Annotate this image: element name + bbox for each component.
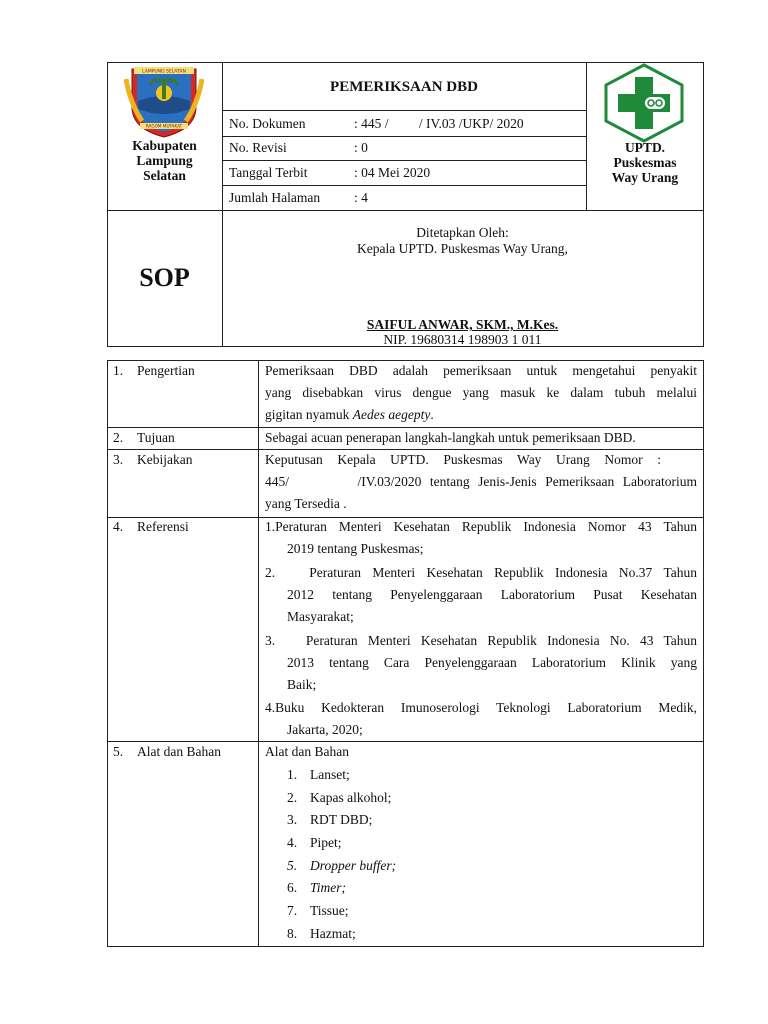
reference-3-line-3: Baik; bbox=[287, 677, 317, 692]
signatory-nip: NIP. 19680314 198903 1 011 bbox=[383, 332, 542, 347]
section-3-line-3: yang Tersedia . bbox=[265, 496, 347, 511]
reference-2-line-2: 2012 tentang Penyelenggaraan Laboratorium Pusat Kesehatan bbox=[287, 587, 697, 602]
list-item-number: 3. bbox=[287, 812, 298, 827]
list-item: Hazmat; bbox=[310, 926, 356, 941]
kabupaten-lampung-selatan-logo bbox=[124, 63, 204, 139]
page-count-label: Jumlah Halaman bbox=[229, 190, 321, 205]
logo-bottom-text: RAGOM MUFAKAT bbox=[145, 123, 183, 129]
reference-1-line-2: 2019 tentang Puskesmas; bbox=[287, 541, 424, 556]
section-1-number: 1. bbox=[113, 363, 124, 378]
section-1-title: Pengertian bbox=[137, 363, 195, 378]
puskesmas-line-3: Way Urang bbox=[611, 170, 679, 185]
doc-number-value: : 445 / / IV.03 /UKP/ 2020 bbox=[354, 116, 524, 131]
section-3-line-2: 445/ /IV.03/2020 tentang Jenis-Jenis Pemeriksaan Laboratorium bbox=[265, 474, 697, 489]
section-5-number: 5. bbox=[113, 744, 124, 759]
reference-3-line-1: 3. Peraturan Menteri Kesehatan Republik Indonesia No. 43 Tahun bbox=[265, 633, 697, 648]
section-2-number: 2. bbox=[113, 430, 124, 445]
issue-date-label: Tanggal Terbit bbox=[229, 165, 308, 180]
section-5-title: Alat dan Bahan bbox=[137, 744, 221, 759]
list-item-number: 6. bbox=[287, 880, 298, 895]
section-1-line-2: yang disebabkan virus dengue yang masuk ke dalam tubuh melalui bbox=[265, 385, 697, 400]
document-title: PEMERIKSAAN DBD bbox=[330, 79, 478, 95]
ditetapkan-text: Ditetapkan Oleh: bbox=[416, 225, 509, 240]
kabupaten-line-3: Selatan bbox=[143, 168, 186, 183]
list-item-number: 7. bbox=[287, 903, 298, 918]
page-count-value: : 4 bbox=[354, 190, 368, 205]
list-item-number: 1. bbox=[287, 767, 298, 782]
issue-date-value: : 04 Mei 2020 bbox=[354, 165, 431, 180]
section-4-number: 4. bbox=[113, 519, 124, 534]
list-item: Tissue; bbox=[310, 903, 349, 918]
section-1-line-1: Pemeriksaan DBD adalah pemeriksaan untuk mengetahui penyakit bbox=[265, 363, 697, 378]
list-item: RDT DBD; bbox=[310, 812, 373, 827]
puskesmas-line-1: UPTD. bbox=[624, 140, 666, 155]
kabupaten-line-2: Lampung bbox=[136, 153, 193, 168]
puskesmas-line-2: Puskesmas bbox=[613, 155, 677, 170]
section-1-line-3-plain: gigitan nyamuk bbox=[265, 407, 353, 422]
kepala-text: Kepala UPTD. Puskesmas Way Urang, bbox=[357, 241, 568, 256]
sop-label: SOP bbox=[139, 263, 190, 292]
approval-block bbox=[222, 225, 703, 257]
reference-4-line-2: Jakarta, 2020; bbox=[287, 722, 363, 737]
revision-value: : 0 bbox=[354, 140, 368, 155]
list-item: Pipet; bbox=[310, 835, 342, 850]
list-item-number: 5. bbox=[287, 858, 298, 873]
list-item-number: 8. bbox=[287, 926, 298, 941]
section-3-title: Kebijakan bbox=[137, 452, 193, 467]
reference-2-line-3: Masyarakat; bbox=[287, 609, 354, 624]
list-item: Kapas alkohol; bbox=[310, 790, 392, 805]
kabupaten-line-1: Kabupaten bbox=[132, 138, 197, 153]
section-2-text: Sebagai acuan penerapan langkah-langkah untuk pemeriksaan DBD. bbox=[265, 430, 636, 445]
section-1-line-3 bbox=[265, 406, 434, 424]
list-item-number: 4. bbox=[287, 835, 298, 850]
signatory-name: SAIFUL ANWAR, SKM., M.Kes. bbox=[366, 317, 559, 332]
reference-4-line-1: 4.Buku Kedokteran Imunoserologi Teknologi Laboratorium Medik, bbox=[265, 700, 697, 715]
section-1-line-3-end: . bbox=[430, 407, 434, 422]
reference-1-line-1: 1.Peraturan Menteri Kesehatan Republik Indonesia Nomor 43 Tahun bbox=[265, 519, 697, 534]
puskesmas-name bbox=[586, 140, 704, 185]
reference-2-line-1: 2. Peraturan Menteri Kesehatan Republik Indonesia No.37 Tahun bbox=[265, 565, 697, 580]
revision-label: No. Revisi bbox=[229, 140, 287, 155]
reference-3-line-2: 2013 tentang Cara Penyelenggaraan Laboratorium Klinik yang bbox=[287, 655, 697, 670]
list-item: Lanset; bbox=[310, 767, 350, 782]
kabupaten-name bbox=[107, 138, 222, 183]
equipment-heading: Alat dan Bahan bbox=[265, 744, 349, 759]
logo-top-text: LAMPUNG SELATAN bbox=[142, 69, 186, 75]
puskesmas-logo bbox=[602, 63, 686, 143]
species-name: Aedes aegepty bbox=[352, 407, 431, 422]
section-3-line-1: Keputusan Kepala UPTD. Puskesmas Way Urang Nomor : bbox=[265, 452, 661, 467]
section-4-title: Referensi bbox=[137, 519, 189, 534]
list-item-number: 2. bbox=[287, 790, 298, 805]
section-3-number: 3. bbox=[113, 452, 124, 467]
list-item: Timer; bbox=[310, 880, 347, 895]
doc-number-label: No. Dokumen bbox=[229, 116, 306, 131]
list-item: Dropper buffer; bbox=[310, 858, 397, 873]
section-2-title: Tujuan bbox=[137, 430, 175, 445]
